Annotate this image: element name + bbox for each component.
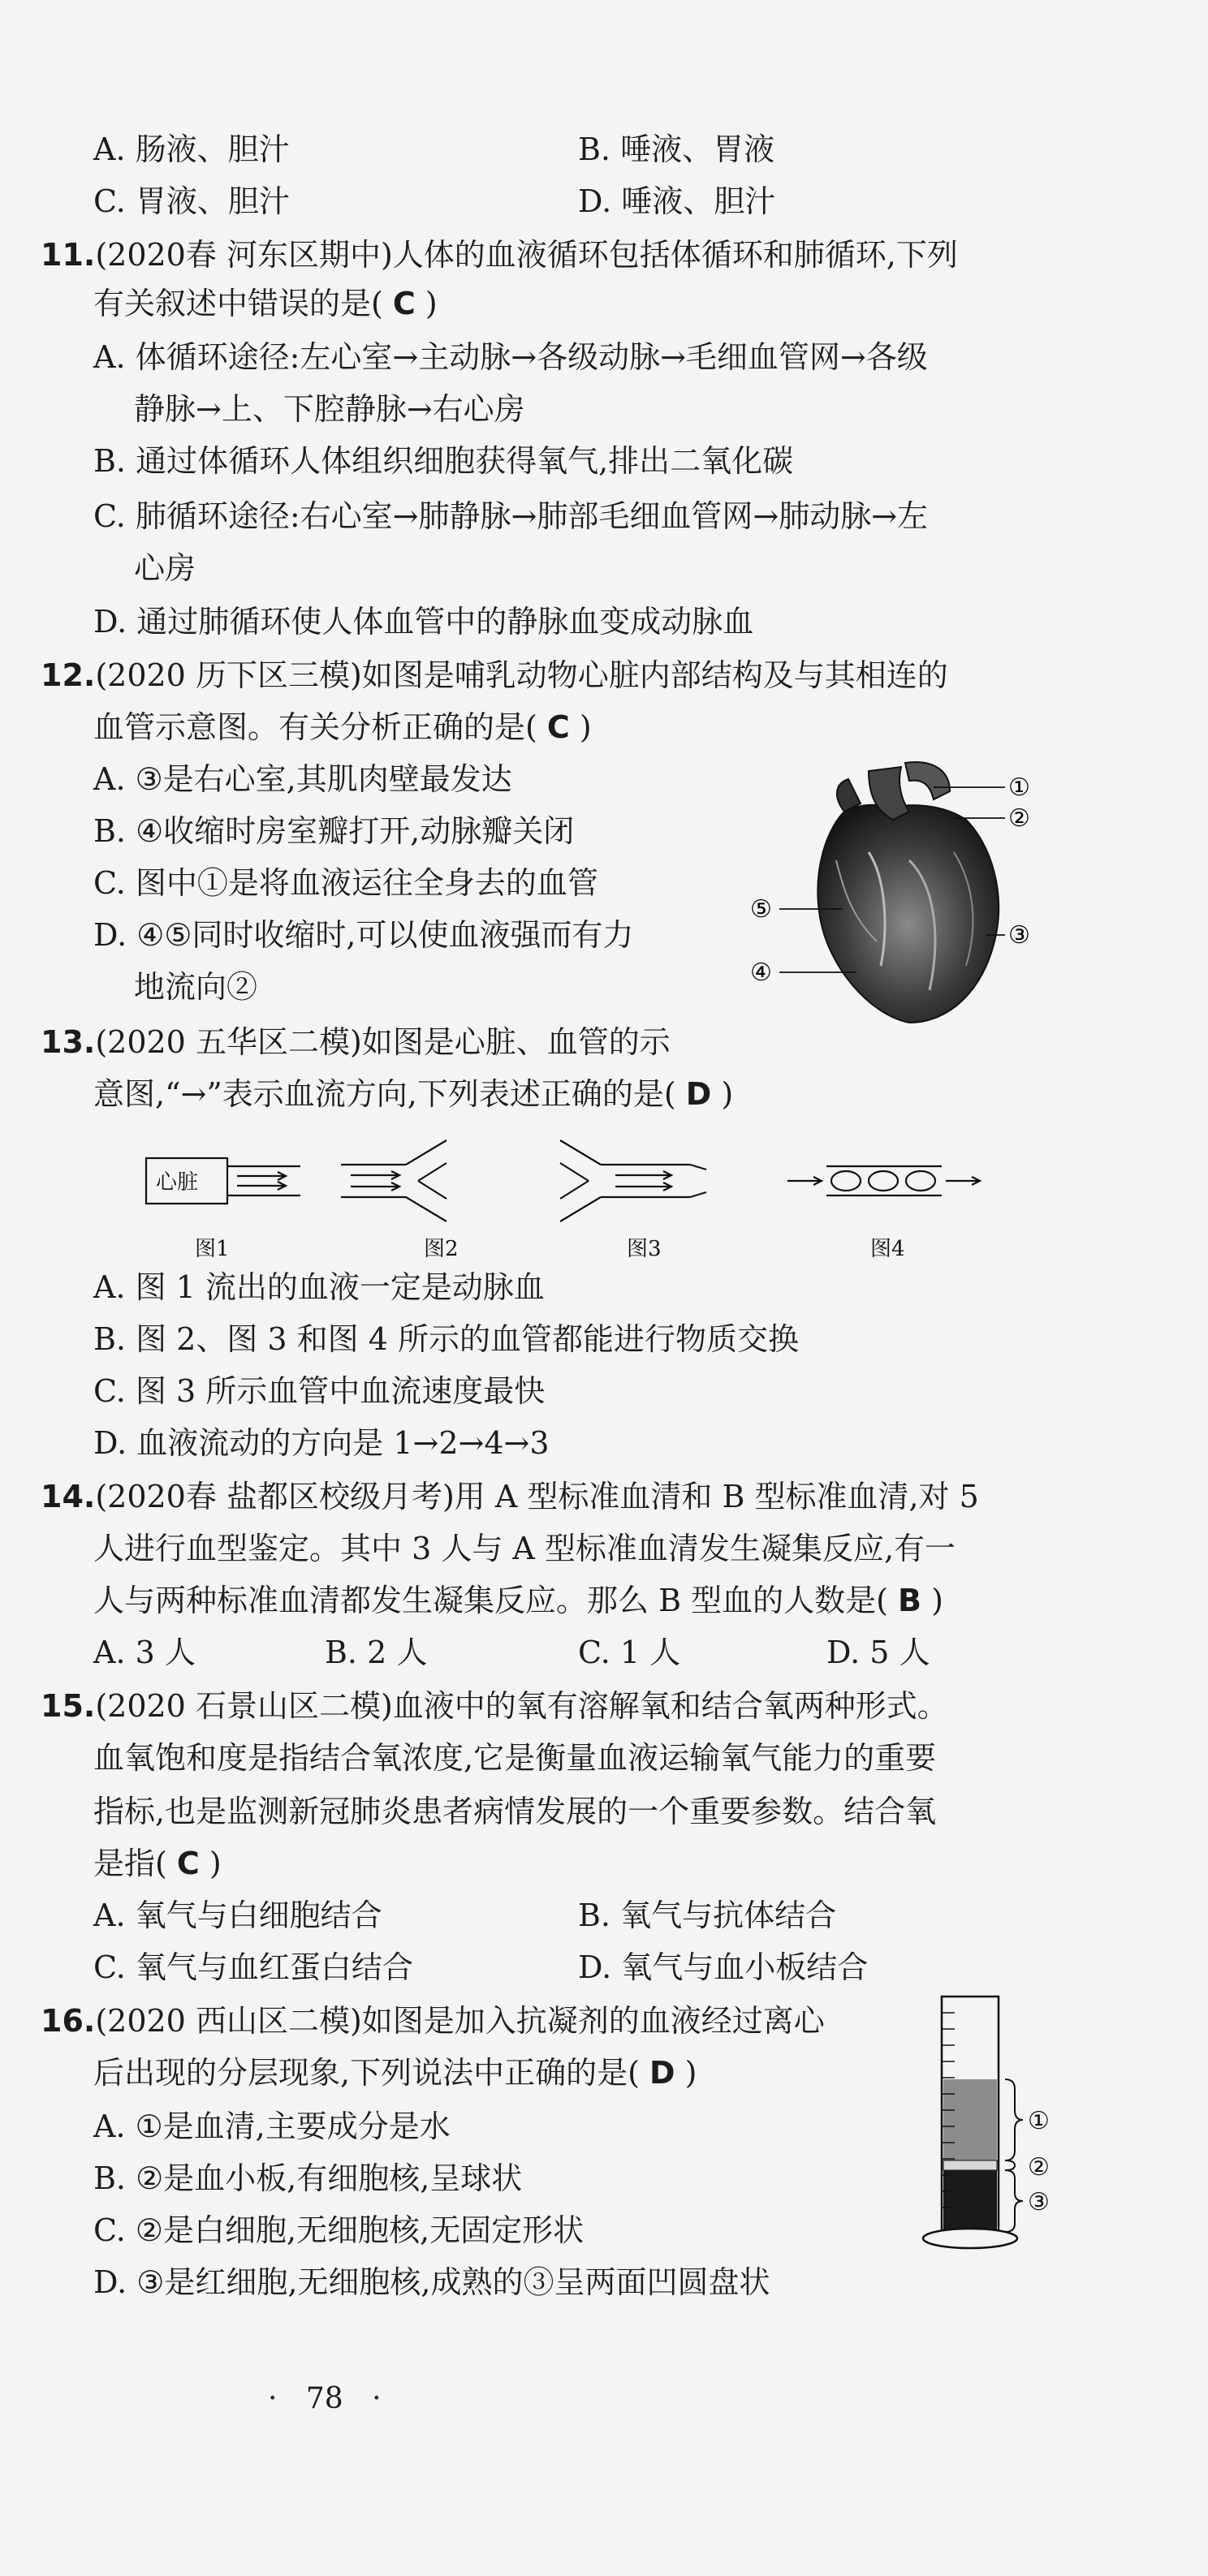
- heart-label-1: ①: [1008, 773, 1030, 802]
- q10-option-b: B. 唾液、胃液: [578, 131, 775, 167]
- q16-answer: D: [649, 2055, 675, 2091]
- q12-number: 12.: [41, 657, 96, 693]
- q14-stem-line1: [41, 1475, 979, 1518]
- q11-option-a-line2: 静脉→上、下腔静脉→右心房: [134, 391, 525, 427]
- q12-option-a: A. ③是右心室,其肌肉壁最发达: [93, 761, 512, 797]
- figure-2-branching-vessel: [341, 1140, 447, 1221]
- heart-label-5: ⑤: [750, 895, 772, 924]
- q13-stem-close: ): [721, 1076, 734, 1112]
- q12-option-d-line1: D. ④⑤同时收缩时,可以使血液强而有力: [93, 917, 634, 953]
- q11-option-c-line1: C. 肺循环途径:右心室→肺静脉→肺部毛细血管网→肺动脉→左: [93, 498, 929, 534]
- q13-stem-text1: (2020 五华区二模)如图是心脏、血管的示: [95, 1024, 671, 1060]
- q13-option-b: B. 图 2、图 3 和图 4 所示的血管都能进行物质交换: [93, 1321, 800, 1357]
- q13-stem-text2: 意图,“→”表示血流方向,下列表述正确的是(: [93, 1076, 676, 1112]
- page-number-row: [268, 2382, 382, 2415]
- q14-stem-line2: 人进行血型鉴定。其中 3 人与 A 型标准血清发生凝集反应,有一: [93, 1531, 956, 1566]
- centrifuged-blood-tube: [909, 1980, 1096, 2256]
- brace-1: [1005, 2079, 1023, 2160]
- q15-stem-text4: 是指(: [93, 1846, 167, 1881]
- q12-stem-line2: [93, 706, 592, 748]
- layer-red-cells: [943, 2170, 997, 2232]
- q11-stem-text2: 有关叙述中错误的是(: [93, 286, 383, 321]
- q15-option-d: D. 氧气与血小板结合: [578, 1949, 869, 1985]
- brace-2: [1005, 2160, 1015, 2170]
- q13-option-d: D. 血液流动的方向是 1→2→4→3: [93, 1425, 550, 1461]
- tube-base: [923, 2229, 1017, 2248]
- q14-answer: B: [898, 1583, 921, 1618]
- q11-stem-line1: [41, 234, 958, 276]
- q11-option-a-line1: A. 体循环途径:左心室→主动脉→各级动脉→毛细血管网→各级: [93, 339, 928, 375]
- q12-option-c: C. 图中①是将血液运往全身去的血管: [93, 865, 598, 901]
- q14-option-d: D. 5 人: [826, 1635, 930, 1670]
- figure-2-label: 图2: [424, 1237, 459, 1261]
- q12-stem-text2: 血管示意图。有关分析正确的是(: [93, 709, 537, 745]
- q14-stem-text1: (2020春 盐都区校级月考)用 A 型标准血清和 B 型标准血清,对 5: [95, 1479, 979, 1514]
- q15-answer: C: [176, 1846, 200, 1881]
- q11-option-d: D. 通过肺循环使人体血管中的静脉血变成动脉血: [93, 604, 754, 640]
- q16-stem-close: ): [684, 2055, 697, 2091]
- q11-answer: C: [392, 286, 416, 321]
- q15-stem-line1: [41, 1685, 948, 1727]
- q11-stem-close: ): [425, 286, 438, 321]
- tube-body: [923, 1997, 1017, 2248]
- q12-stem-close: ): [579, 709, 592, 745]
- heart-shape: [818, 762, 999, 1023]
- page-number: 78: [305, 2382, 343, 2415]
- figure-3-converging-vessel: [560, 1140, 706, 1221]
- q14-option-c: C. 1 人: [578, 1635, 681, 1670]
- q11-option-b: B. 通过体循环人体组织细胞获得氧气,排出二氧化碳: [93, 443, 794, 479]
- figure-1-heart-box-label: 心脏: [156, 1170, 199, 1195]
- figure-4-label: 图4: [870, 1237, 905, 1261]
- q11-stem-text1: (2020春 河东区期中)人体的血液循环包括体循环和肺循环,下列: [95, 237, 958, 273]
- q15-stem-text1: (2020 石景山区二模)血液中的氧有溶解氧和结合氧两种形式。: [95, 1688, 948, 1724]
- q16-option-d: D. ③是红细胞,无细胞核,成熟的③呈两面凹圆盘状: [93, 2264, 770, 2300]
- q16-stem-text1: (2020 西山区二模)如图是加入抗凝剂的血液经过离心: [95, 2003, 825, 2039]
- figure-3-label: 图3: [627, 1237, 662, 1261]
- tube-label-1: ①: [1028, 2107, 1050, 2135]
- q16-stem-text2: 后出现的分层现象,下列说法中正确的是(: [93, 2055, 640, 2091]
- q10-option-d: D. 唾液、胆汁: [578, 183, 776, 219]
- q14-option-a: A. 3 人: [93, 1635, 196, 1670]
- q16-option-a: A. ①是血清,主要成分是水: [93, 2109, 451, 2144]
- q15-number: 15.: [41, 1688, 96, 1724]
- q16-option-c: C. ②是白细胞,无细胞核,无固定形状: [93, 2212, 585, 2248]
- q15-stem-line4: [93, 1842, 222, 1885]
- page-dot-right: ·: [372, 2382, 382, 2415]
- q13-stem-line1: [41, 1021, 671, 1063]
- q10-option-c: C. 胃液、胆汁: [93, 183, 290, 219]
- tube-label-3: ③: [1028, 2188, 1050, 2216]
- figure-1-label: 图1: [195, 1237, 230, 1261]
- heart-label-4: ④: [750, 958, 772, 987]
- q12-answer: C: [546, 709, 570, 745]
- q12-option-b: B. ④收缩时房室瓣打开,动脉瓣关闭: [93, 813, 575, 849]
- tube-label-2: ②: [1028, 2153, 1050, 2182]
- q16-number: 16.: [41, 2003, 96, 2039]
- q12-stem-text1: (2020 历下区三模)如图是哺乳动物心脏内部结构及与其相连的: [95, 657, 948, 693]
- q15-stem-line2: 血氧饱和度是指结合氧浓度,它是衡量血液运输氧气能力的重要: [93, 1740, 937, 1776]
- heart-label-2: ②: [1008, 804, 1030, 833]
- q16-option-b: B. ②是血小板,有细胞核,呈球状: [93, 2160, 523, 2196]
- vessel-diagrams: [138, 1132, 1015, 1262]
- brace-3: [1005, 2170, 1023, 2232]
- q14-option-b: B. 2 人: [325, 1635, 428, 1670]
- layer-plasma: [943, 2079, 997, 2160]
- heart-label-3: ③: [1008, 921, 1030, 950]
- figure-4-capillary: [787, 1166, 980, 1195]
- page-dot-left: ·: [268, 2382, 278, 2415]
- q13-option-c: C. 图 3 所示血管中血流速度最快: [93, 1373, 546, 1409]
- q13-option-a: A. 图 1 流出的血液一定是动脉血: [93, 1269, 545, 1305]
- layer-buffy-coat: [943, 2160, 997, 2170]
- q14-stem-text3: 人与两种标准血清都发生凝集反应。那么 B 型血的人数是(: [93, 1583, 888, 1618]
- q14-number: 14.: [41, 1479, 96, 1514]
- q15-option-a: A. 氧气与白细胞结合: [93, 1898, 382, 1933]
- q13-number: 13.: [41, 1024, 96, 1060]
- heart-diagram: [747, 755, 1055, 1031]
- q16-stem-line2: [93, 2052, 697, 2094]
- q15-stem-close: ): [209, 1846, 222, 1881]
- q11-option-c-line2: 心房: [134, 550, 196, 586]
- q11-stem-line2: [93, 282, 438, 325]
- q12-option-d-line2: 地流向②: [134, 969, 258, 1005]
- q13-stem-line2: [93, 1073, 733, 1115]
- q12-stem-line1: [41, 654, 948, 696]
- q15-option-b: B. 氧气与抗体结合: [578, 1898, 837, 1933]
- q11-number: 11.: [41, 237, 96, 273]
- q13-answer: D: [685, 1076, 712, 1112]
- q10-option-a: A. 肠液、胆汁: [93, 131, 290, 167]
- q16-stem-line1: [41, 2000, 825, 2042]
- q14-stem-close: ): [931, 1583, 943, 1618]
- q14-stem-line3: [93, 1579, 943, 1622]
- q15-option-c: C. 氧气与血红蛋白结合: [93, 1949, 413, 1985]
- q15-stem-line3: 指标,也是监测新冠肺炎患者病情发展的一个重要参数。结合氧: [93, 1794, 937, 1829]
